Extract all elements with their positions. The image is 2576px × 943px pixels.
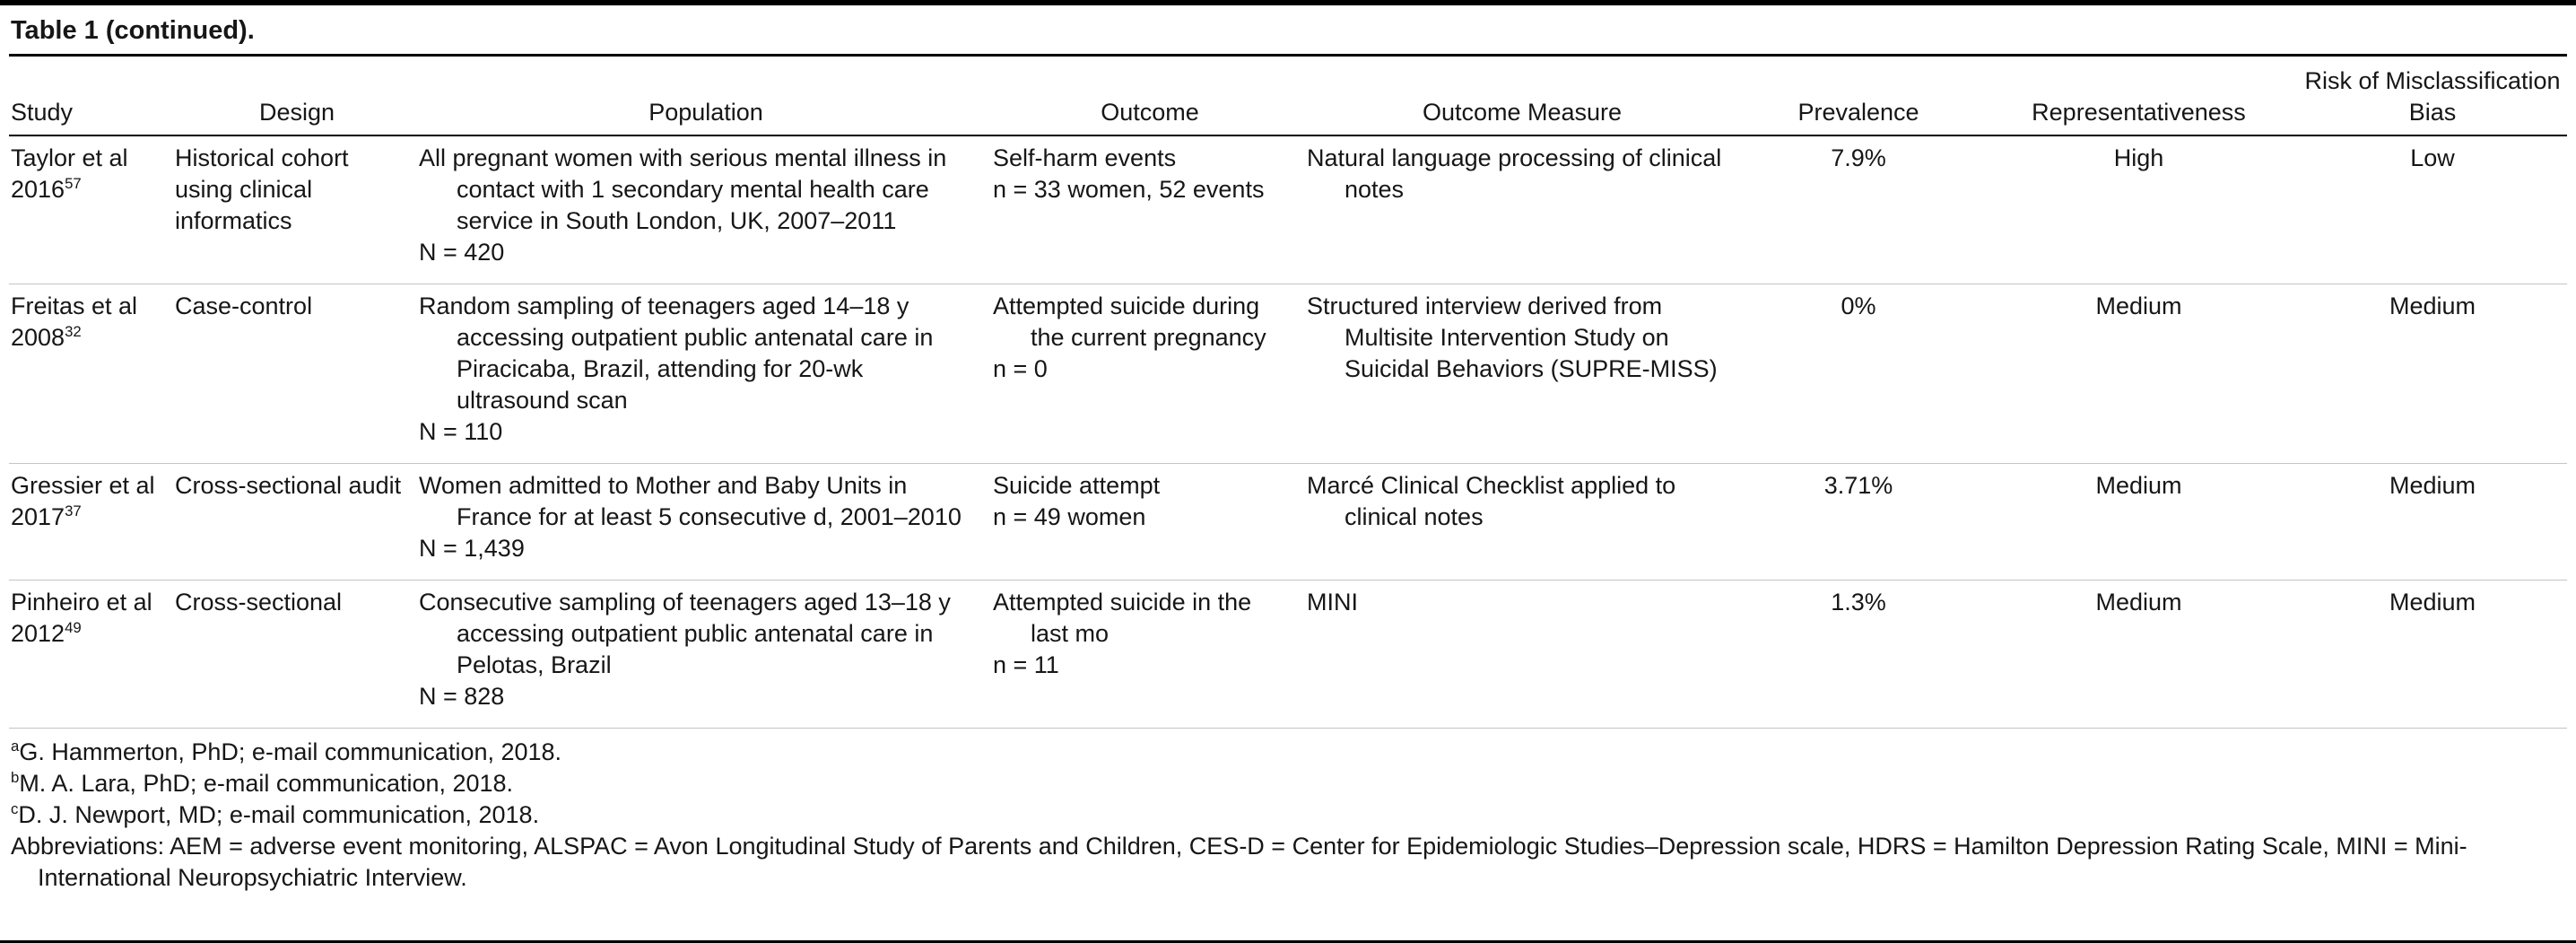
col-header-population: Population [419,57,993,135]
population-n: N = 420 [419,239,505,266]
footnote-marker: b [11,769,20,786]
outcome-measure-cell: Structured interview derived from Multisite Intervention Study on Suicidal Behaviors (SUPRE-MISS) [1307,284,1737,464]
table-title: Table 1 (continued). [9,5,2567,57]
outcome-n: n = 0 [993,355,1048,382]
population-text: All pregnant women with serious mental illness in contact with 1 secondary mental health care service in South London, UK, 2007–2011 [419,144,947,234]
table-row [9,581,2567,729]
prevalence-cell: 0% [1737,284,1980,464]
table-row [9,464,2567,581]
prevalence-cell: 7.9% [1737,135,1980,284]
design-cell: Cross-sectional [175,581,419,729]
citation-ref: 37 [65,502,82,520]
study-year: 2012$^{49}$ [11,619,82,647]
study-table [9,57,2567,729]
population-n: N = 828 [419,683,505,710]
representativeness-cell: Medium [1980,464,2298,581]
table-row [9,135,2567,284]
risk-cell: Medium [2298,464,2567,581]
citation-ref: 49 [65,619,82,636]
footnote-marker: a [11,738,20,755]
population-cell [419,135,993,284]
prevalence-cell: 3.71% [1737,464,1980,581]
col-header-risk: Risk of Misclassification Bias [2298,57,2567,135]
risk-cell: Low [2298,135,2567,284]
footnote-text: M. A. Lara, PhD; e-mail communication, 2018. [19,770,514,797]
outcome-cell [993,581,1307,729]
citation-ref: 32 [65,323,82,340]
representativeness-cell: High [1980,135,2298,284]
footnote-marker: c [11,800,19,817]
col-header-representativeness: Representativeness [1980,57,2298,135]
outcome-n: n = 33 women, 52 events [993,176,1265,203]
study-cell [9,284,175,464]
population-cell [419,464,993,581]
outcome-n: n = 11 [993,651,1059,678]
footnote [11,799,2567,831]
footnote [11,737,2567,768]
population-text: Women admitted to Mother and Baby Units in France for at least 5 consecutive d, 2001–2010 [419,472,962,530]
outcome-n: n = 49 women [993,503,1146,530]
outcome-cell [993,135,1307,284]
outcome-measure-cell: MINI [1307,581,1737,729]
population-cell [419,581,993,729]
study-cell [9,464,175,581]
col-header-study: Study [9,57,175,135]
population-text: Consecutive sampling of teenagers aged 13–18 y accessing outpatient public antenatal care in Pelotas, Brazil [419,589,951,678]
representativeness-cell: Medium [1980,581,2298,729]
abbreviations: Abbreviations: AEM = adverse event monitoring, ALSPAC = Avon Longitudinal Study of Parents and Children, CES-D = Center for Epidemiologic Studies–Depression scale, HDRS = Hamilton Depression Rating Scale, MINI = Mini-International Neuropsychiatric Interview. [11,833,2467,891]
col-header-outcome-measure: Outcome Measure [1307,57,1737,135]
study-year: 2016$^{57}$ [11,175,82,203]
outcome-text: Attempted suicide during the current pregnancy [993,293,1266,351]
risk-cell: Medium [2298,284,2567,464]
design-cell: Historical cohort using clinical informatics [175,135,419,284]
footnote-text: D. J. Newport, MD; e-mail communication, 2018. [18,801,540,828]
risk-cell: Medium [2298,581,2567,729]
study-cell [9,135,175,284]
footnotes [9,729,2567,903]
population-n: N = 1,439 [419,535,525,562]
outcome-cell [993,284,1307,464]
population-text: Random sampling of teenagers aged 14–18 y accessing outpatient public antenatal care in Piracicaba, Brazil, attending for 20-wk ultrasound scan [419,293,934,414]
study-year: 2017$^{37}$ [11,502,82,530]
col-header-outcome: Outcome [993,57,1307,135]
study-name: Pinheiro et al [11,589,152,616]
representativeness-cell: Medium [1980,284,2298,464]
outcome-measure-cell: Marcé Clinical Checklist applied to clinical notes [1307,464,1737,581]
citation-ref: 57 [65,175,82,192]
col-header-design: Design [175,57,419,135]
study-cell [9,581,175,729]
study-name: Freitas et al [11,293,138,319]
outcome-measure-cell: Natural language processing of clinical notes [1307,135,1737,284]
study-name: Taylor et al [11,144,128,171]
table-header-row [9,57,2567,135]
footnote-text: G. Hammerton, PhD; e-mail communication, 2018. [19,738,562,765]
study-year: 2008$^{32}$ [11,323,82,351]
population-n: N = 110 [419,418,503,445]
outcome-text: Suicide attempt [993,472,1161,499]
design-cell: Cross-sectional audit [175,464,419,581]
table-row [9,284,2567,464]
prevalence-cell: 1.3% [1737,581,1980,729]
outcome-cell [993,464,1307,581]
footnote [11,768,2567,799]
design-cell: Case-control [175,284,419,464]
study-name: Gressier et al [11,472,155,499]
outcome-text: Attempted suicide in the last mo [993,589,1252,647]
col-header-prevalence: Prevalence [1737,57,1980,135]
population-cell [419,284,993,464]
outcome-text: Self-harm events [993,144,1177,171]
